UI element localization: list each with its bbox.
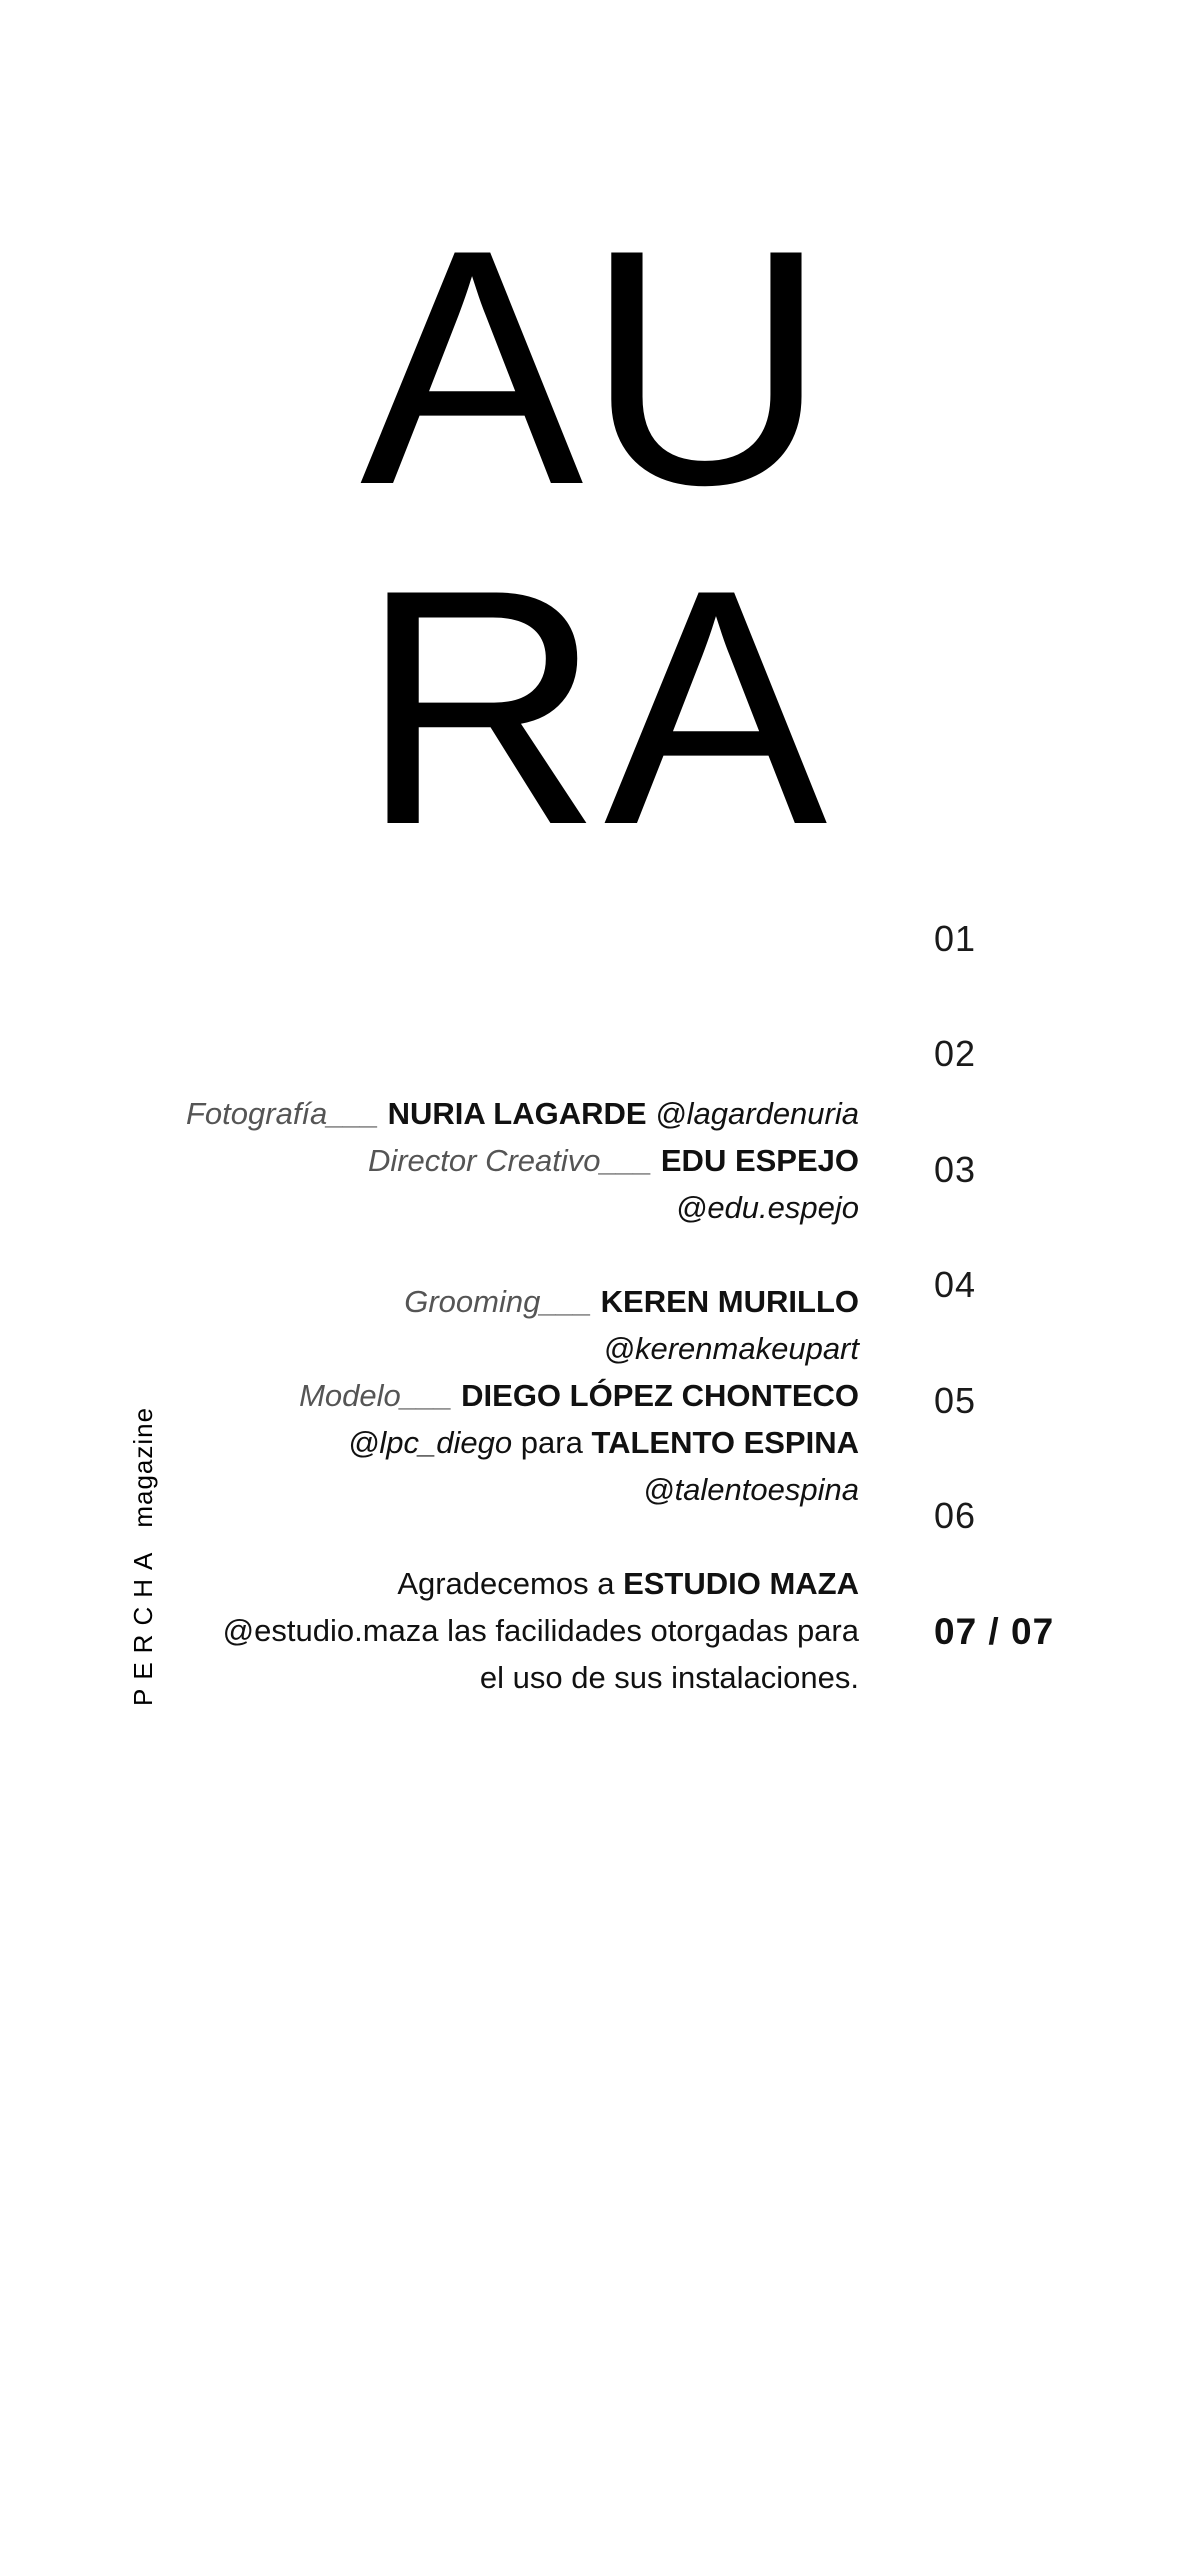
credit-connector: para <box>520 1425 583 1460</box>
vertical-brand <box>130 1407 156 1706</box>
thanks-line-1 <box>99 1560 859 1607</box>
credit-photo <box>99 1090 859 1137</box>
page-link-01[interactable]: 01 <box>934 918 977 959</box>
title-line-1: AU <box>360 180 830 554</box>
credit-model <box>99 1372 859 1419</box>
credit-name: EDU ESPEJO <box>660 1143 859 1178</box>
credit-name: NURIA LAGARDE <box>387 1096 647 1131</box>
brand-subtitle: magazine <box>128 1406 158 1528</box>
credit-role: Director Creativo___ <box>367 1143 653 1178</box>
thanks-studio: ESTUDIO MAZA <box>623 1566 859 1601</box>
thanks-prefix: Agradecemos a <box>397 1566 615 1601</box>
credit-name: KEREN MURILLO <box>600 1284 859 1319</box>
credit-agency: TALENTO ESPINA <box>591 1425 859 1460</box>
credit-handle[interactable]: @edu.espejo <box>675 1190 859 1225</box>
credit-role: Fotografía___ <box>185 1096 380 1131</box>
page-link-02[interactable]: 02 <box>934 1033 977 1074</box>
spacer <box>99 1513 859 1560</box>
spacer <box>99 1231 859 1278</box>
page-link-03[interactable]: 03 <box>934 1149 977 1190</box>
brand-name: PERCHA <box>128 1543 158 1706</box>
thanks-line-2: @estudio.maza las facilidades otorgadas para <box>222 1613 859 1648</box>
credits-block <box>99 1090 859 1701</box>
credit-handle[interactable]: @lpc_diego <box>347 1425 513 1460</box>
credit-role: Modelo___ <box>299 1378 453 1413</box>
credit-model-agency-line <box>99 1419 859 1466</box>
title-line-2: RA <box>360 520 830 894</box>
credit-handle[interactable]: @kerenmakeupart <box>603 1331 859 1366</box>
credit-director-handle-line <box>99 1184 859 1231</box>
thanks-line-3: el uso de sus instalaciones. <box>479 1660 859 1695</box>
credit-agency-handle-line <box>99 1466 859 1513</box>
page-link-05[interactable]: 05 <box>934 1380 977 1421</box>
page-link-04[interactable]: 04 <box>934 1264 977 1305</box>
credit-role: Grooming___ <box>404 1284 593 1319</box>
credit-director <box>99 1137 859 1184</box>
credit-handle[interactable]: @lagardenuria <box>655 1096 859 1131</box>
credit-grooming-handle-line <box>99 1325 859 1372</box>
page-link-06[interactable]: 06 <box>934 1495 977 1536</box>
credit-handle[interactable]: @talentoespina <box>643 1472 859 1507</box>
credit-name: DIEGO LÓPEZ CHONTECO <box>461 1378 859 1413</box>
credit-grooming <box>99 1278 859 1325</box>
current-page-indicator: 07 / 07 <box>934 1611 1055 1652</box>
